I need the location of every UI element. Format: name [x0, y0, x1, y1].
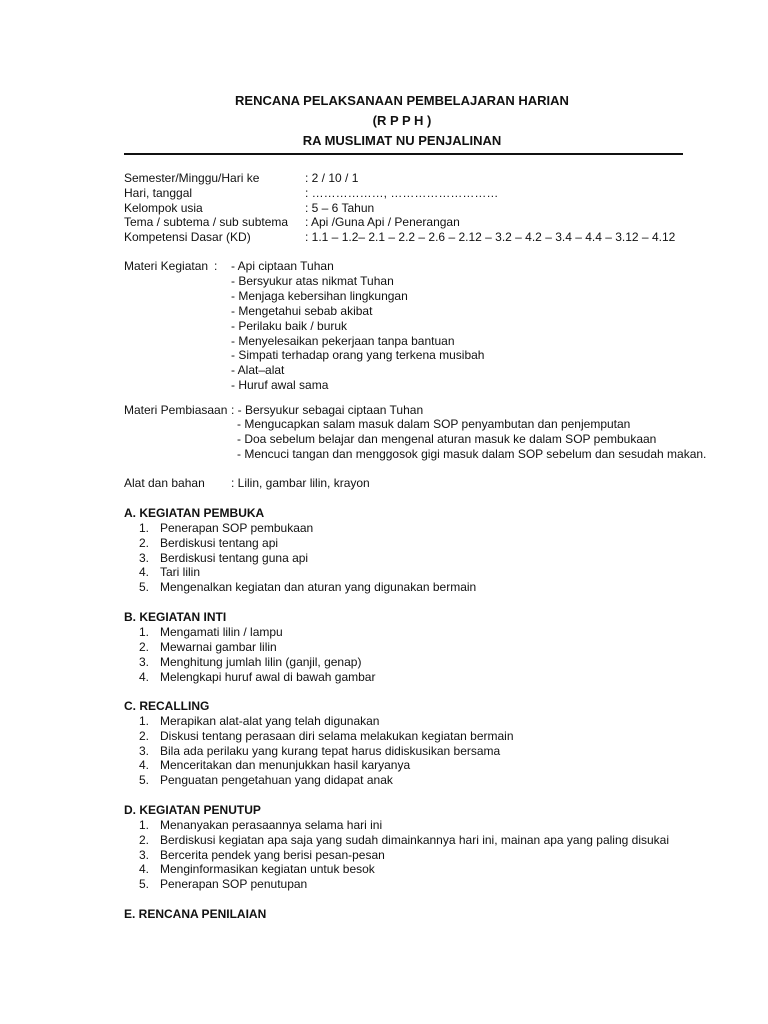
materi-kegiatan-item: - Menjaga kebersihan lingkungan — [231, 289, 408, 303]
alat-bahan-label: Alat dan bahan — [124, 476, 205, 490]
list-item: Melengkapi huruf awal di bawah gambar — [160, 670, 376, 684]
list-number: 5. — [138, 877, 149, 891]
materi-kegiatan-item: - Simpati terhadap orang yang terkena musibah — [231, 348, 485, 362]
list-item: Penguatan pengetahuan yang didapat anak — [160, 773, 393, 787]
list-item: Berdiskusi tentang guna api — [160, 551, 309, 565]
list-number: 3. — [138, 848, 149, 862]
list-item: Bila ada perilaku yang kurang tepat harus didiskusikan bersama — [160, 744, 501, 758]
materi-kegiatan-item: - Bersyukur atas nikmat Tuhan — [231, 274, 394, 288]
list-number: 4. — [138, 670, 149, 684]
list-number: 2. — [138, 833, 149, 847]
info-value-age-group: : 5 – 6 Tahun — [305, 201, 375, 215]
list-number: 4. — [138, 758, 149, 772]
school-name: RA MUSLIMAT NU PENJALINAN — [302, 133, 502, 148]
info-label-theme: Tema / subtema / sub subtema — [124, 215, 289, 229]
list-item: Menanyakan perasaannya selama hari ini — [160, 818, 383, 832]
list-item: Mengenalkan kegiatan dan aturan yang digunakan bermain — [160, 580, 477, 594]
list-item: Menghitung jumlah lilin (ganjil, genap) — [160, 655, 362, 669]
list-number: 4. — [138, 565, 149, 579]
materi-kegiatan-label: Materi Kegiatan — [124, 259, 209, 273]
list-number: 5. — [138, 773, 149, 787]
document-subtitle: (R P P H ) — [372, 113, 432, 128]
info-label-kd: Kompetensi Dasar (KD) — [124, 230, 251, 244]
section-title-recalling: C. RECALLING — [124, 699, 210, 713]
list-item: Bercerita pendek yang berisi pesan-pesan — [160, 848, 385, 862]
list-item: Merapikan alat-alat yang telah digunakan — [160, 714, 380, 728]
list-number: 4. — [138, 862, 149, 876]
materi-kegiatan-item: - Mengetahui sebab akibat — [231, 304, 373, 318]
list-number: 5. — [138, 580, 149, 594]
list-number: 1. — [138, 714, 149, 728]
list-number: 2. — [138, 640, 149, 654]
alat-bahan-value: : Lilin, gambar lilin, krayon — [231, 476, 370, 490]
materi-kegiatan-item: - Huruf awal sama — [231, 378, 329, 392]
list-item: Mengamati lilin / lampu — [160, 625, 283, 639]
info-value-kd: : 1.1 – 1.2– 2.1 – 2.2 – 2.6 – 2.12 – 3.2 – 4.2 – 3.4 – 4.4 – 3.12 – 4.12 — [305, 230, 676, 244]
list-item: Mewarnai gambar lilin — [160, 640, 277, 654]
list-number: 2. — [138, 729, 149, 743]
section-title-penutup: D. KEGIATAN PENUTUP — [124, 803, 261, 817]
info-label-semester: Semester/Minggu/Hari ke — [124, 171, 260, 185]
list-item: Tari lilin — [160, 565, 201, 579]
list-number: 1. — [138, 818, 149, 832]
list-number: 1. — [138, 625, 149, 639]
list-number: 3. — [138, 744, 149, 758]
materi-pembiasaan-item: : - Bersyukur sebagai ciptaan Tuhan — [231, 403, 424, 417]
materi-kegiatan-item: - Menyelesaikan pekerjaan tanpa bantuan — [231, 334, 455, 348]
section-title-pembuka: A. KEGIATAN PEMBUKA — [124, 506, 265, 520]
list-item: Menginformasikan kegiatan untuk besok — [160, 862, 375, 876]
list-item: Berdiskusi kegiatan apa saja yang sudah dimainkannya hari ini, mainan apa yang paling disukai — [160, 833, 669, 847]
list-item: Diskusi tentang perasaan diri selama melakukan kegiatan bermain — [160, 729, 514, 743]
header-divider — [124, 153, 683, 155]
section-title-penilaian: E. RENCANA PENILAIAN — [124, 907, 267, 921]
materi-kegiatan-colon: : — [214, 259, 218, 273]
list-number: 3. — [138, 655, 149, 669]
section-title-inti: B. KEGIATAN INTI — [124, 610, 227, 624]
list-number: 2. — [138, 536, 149, 550]
info-label-age-group: Kelompok usia — [124, 201, 203, 215]
info-value-theme: : Api /Guna Api / Penerangan — [305, 215, 460, 229]
materi-pembiasaan-item: - Mengucapkan salam masuk dalam SOP penyambutan dan penjemputan — [237, 417, 631, 431]
materi-kegiatan-item: - Api ciptaan Tuhan — [231, 259, 334, 273]
materi-kegiatan-item: - Alat–alat — [231, 363, 285, 377]
info-label-date: Hari, tanggal — [124, 186, 193, 200]
info-value-semester: : 2 / 10 / 1 — [305, 171, 359, 185]
list-item: Penerapan SOP pembukaan — [160, 521, 314, 535]
info-value-date: : ………………, ……………………… — [305, 186, 499, 200]
list-item: Penerapan SOP penutupan — [160, 877, 308, 891]
list-number: 3. — [138, 551, 149, 565]
materi-pembiasaan-label: Materi Pembiasaan — [124, 403, 228, 417]
list-number: 1. — [138, 521, 149, 535]
materi-kegiatan-item: - Perilaku baik / buruk — [231, 319, 348, 333]
materi-pembiasaan-item: - Doa sebelum belajar dan mengenal aturan masuk ke dalam SOP pembukaan — [237, 432, 657, 446]
materi-pembiasaan-item: - Mencuci tangan dan menggosok gigi masuk dalam SOP sebelum dan sesudah makan. — [237, 447, 707, 461]
list-item: Berdiskusi tentang api — [160, 536, 279, 550]
document-title: RENCANA PELAKSANAAN PEMBELAJARAN HARIAN — [235, 93, 569, 108]
list-item: Menceritakan dan menunjukkan hasil karyanya — [160, 758, 411, 772]
